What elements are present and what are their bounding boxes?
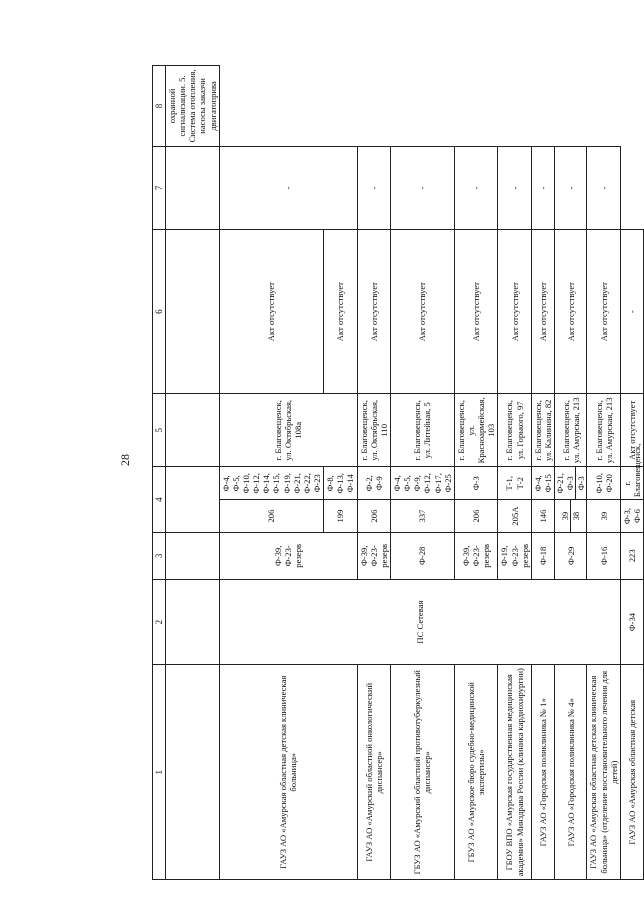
org-cell: ГАУЗ АО «Городская поликлиника № 1»: [531, 665, 554, 880]
address-cell: г. Благовещенск, ул. Амурская, 213: [555, 394, 587, 467]
load-cell: 146: [531, 500, 554, 533]
address-cell: г. Благовещенск, ул. Амурская, 213: [587, 394, 620, 467]
act-cell: Акт отсутствует: [357, 230, 390, 394]
lines-cell: Ф-21, Ф-3 Ф-3: [555, 467, 587, 500]
feeder-cell: Ф-28: [390, 532, 454, 579]
load-cell: 223: [620, 532, 643, 579]
header-cell: 4: [153, 467, 166, 533]
load-cell: 206: [219, 500, 323, 533]
feeder-cell: Ф-29: [555, 532, 587, 579]
note-cell: охранной сигнализации. 5. Система отопления, насосы заказчи двигатоприва: [166, 66, 220, 147]
header-cell: 3: [153, 532, 166, 579]
header-cell: 1: [153, 665, 166, 880]
address-cell: г. Благовещенск, ул. Горького, 97: [498, 394, 531, 467]
feeder-cell: Ф-19, Ф-23-резерв: [498, 532, 531, 579]
table-row: [498, 66, 531, 880]
load-cell: 206: [357, 500, 390, 533]
org-cell: ГАУЗ АО «Амурский областной онкологический диспансер»: [357, 665, 390, 880]
table-row: [219, 66, 323, 880]
feeder-cell: Ф-18: [531, 532, 554, 579]
lines-cell: Ф-3: [454, 467, 498, 500]
load-cell: 199: [324, 500, 357, 533]
address-cell: г. Благовещенск, ул. Красноармейская, 103: [454, 394, 498, 467]
substation-cell: ПС Сетевая: [219, 579, 620, 665]
load-cell: 205А: [498, 500, 531, 533]
load-cell: 337: [390, 500, 454, 533]
note-cell: -: [390, 146, 454, 229]
org-cell: ГБУЗ АО «Амурский областной противотуберкулезный диспансер»: [390, 665, 454, 880]
lines-cell: Ф-4, Ф-5, Ф-9, Ф-12, Ф-17, Ф-25: [390, 467, 454, 500]
table-row: [390, 66, 454, 880]
data-table: [152, 65, 644, 880]
header-cell: 2: [153, 579, 166, 665]
feeder-cell: Ф-39, Ф-23-резерв: [454, 532, 498, 579]
act-cell: Акт отсутствует: [324, 230, 357, 394]
address-cell: г. Благовещенск, ул. Октябрьская, 108а: [219, 394, 357, 467]
note-cell: -: [620, 230, 643, 394]
feeder-cell: Ф-39, Ф-23-резерв: [219, 532, 357, 579]
table-row: [166, 66, 220, 880]
address-cell: г. Благовещенск, ул. Октябрьская, 110: [357, 394, 390, 467]
org-cell: ГБУЗ АО «Амурское бюро судебно-медицинской экспертизы»: [454, 665, 498, 880]
address-cell: г. Благовещенск,: [620, 467, 643, 500]
header-cell: 6: [153, 230, 166, 394]
header-cell: 8: [153, 66, 166, 147]
load-cell: 39 38: [555, 500, 587, 533]
feeder-cell: Ф-39, Ф-23-резерв: [357, 532, 390, 579]
lines-cell: Ф-4, Ф-5, Ф-10, Ф-12, Ф-14, Ф-15, Ф-19, Ф-21, Ф-22, Ф-23: [219, 467, 323, 500]
feeder-cell: Ф-34: [620, 579, 643, 665]
act-cell: Акт отсутствует: [531, 230, 554, 394]
org-cell: ГАУЗ АО «Амурская областная детская: [620, 665, 643, 880]
table-row: [454, 66, 498, 880]
load-cell: 39: [587, 500, 620, 533]
org-cell: ГБОУ ВПО «Амурская государственная медицинская академия» Минздрава России (клиника кардиохирургии): [498, 665, 531, 880]
address-cell: г. Благовещенск, ул. Литейная, 5: [390, 394, 454, 467]
lines-cell: Ф-3, Ф-6: [620, 500, 643, 533]
feeder-cell: Ф-16: [587, 532, 620, 579]
note-cell: -: [357, 146, 390, 229]
note-cell: -: [555, 146, 587, 229]
lines-cell: Ф-10, Ф-20: [587, 467, 620, 500]
header-cell: 7: [153, 146, 166, 229]
table-row: [620, 66, 643, 880]
org-cell: ГАУЗ АО «Амурская областная детская клиническая больница» (отделение восстановительного лечения для детей): [587, 665, 620, 880]
note-cell: -: [531, 146, 554, 229]
rotated-table-wrapper: [152, 65, 643, 880]
page-number: 28: [118, 454, 132, 466]
act-cell: Акт отсутствует: [555, 230, 587, 394]
act-cell: Акт отсутствует: [390, 230, 454, 394]
header-cell: 5: [153, 394, 166, 467]
act-cell: Акт отсутствует: [219, 230, 323, 394]
org-cell: ГАУЗ АО «Амурская областная детская клиническая больница»: [219, 665, 357, 880]
lines-cell: Т-1, Т-2: [498, 467, 531, 500]
org-cell: ГАУЗ АО «Городская поликлиника № 4»: [555, 665, 587, 880]
table-row: [531, 66, 554, 880]
lines-cell: Ф-8, Ф-13, Ф-14: [324, 467, 357, 500]
address-cell: г. Благовещенск, ул. Калинина, 82: [531, 394, 554, 467]
lines-cell: Ф-4, Ф-15: [531, 467, 554, 500]
note-cell: -: [587, 146, 620, 229]
act-cell: Акт отсутствует: [454, 230, 498, 394]
act-cell: Акт отсутствует: [498, 230, 531, 394]
lines-cell: Ф-2, Ф-9: [357, 467, 390, 500]
note-cell: -: [454, 146, 498, 229]
act-cell: Акт отсутствует: [620, 394, 643, 467]
note-cell: -: [219, 146, 357, 229]
table-row: [357, 66, 390, 880]
table-row: [587, 66, 620, 880]
act-cell: Акт отсутствует: [587, 230, 620, 394]
load-cell: 206: [454, 500, 498, 533]
table-row: [555, 66, 587, 880]
header-row: [153, 66, 166, 880]
note-cell: -: [498, 146, 531, 229]
